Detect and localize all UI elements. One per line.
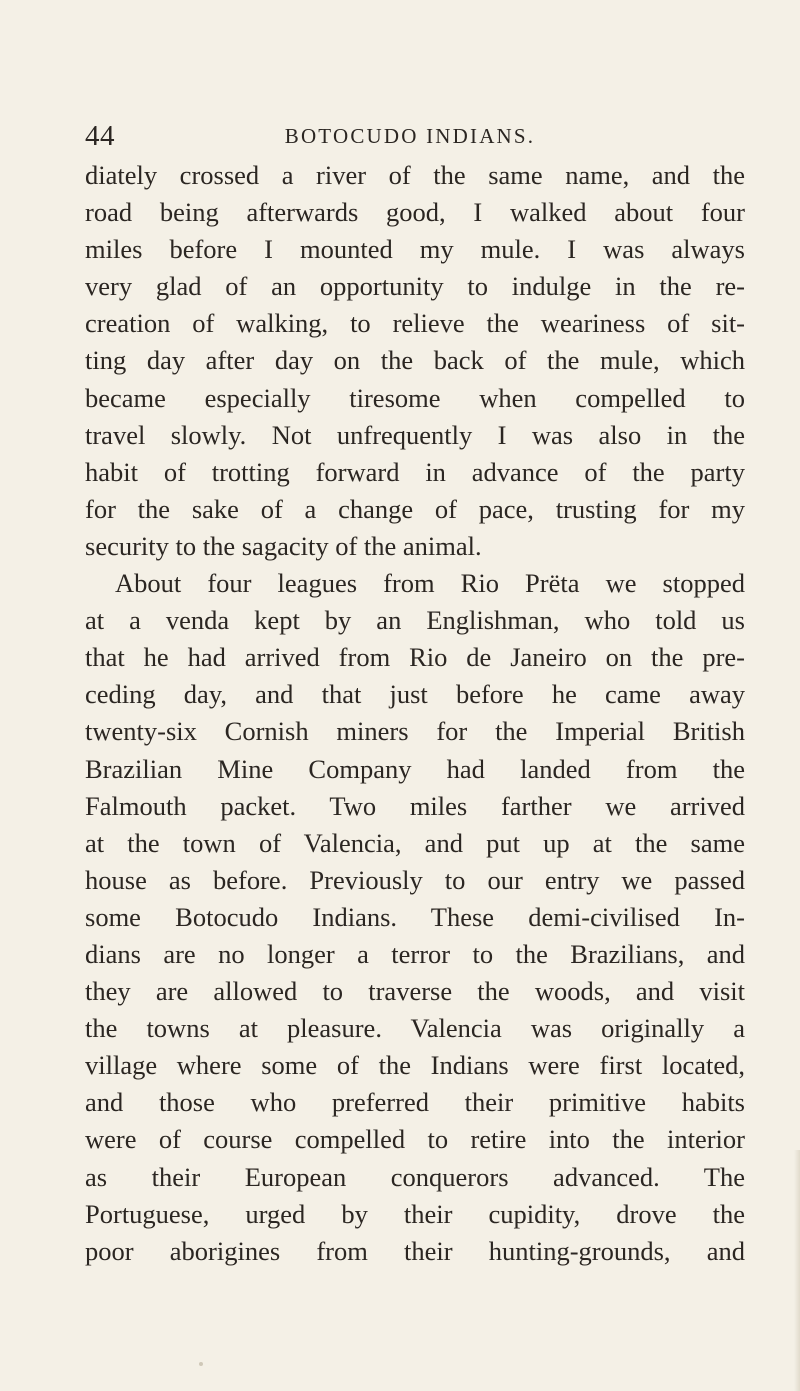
text-line: diately crossed a river of the same name, and the [85,160,745,190]
running-head [85,120,735,156]
page-number: 44 [85,120,115,152]
text-line: that he had arrived from Rio de Janeiro on the pre- [85,642,745,673]
text-line: and those who preferred their primitive habits [85,1087,745,1118]
text-line: village where some of the Indians were first located, [85,1050,745,1081]
text-line: Portuguese, urged by their cupidity, drove the [85,1198,745,1229]
text-line: road being afterwards good, I walked about four [85,197,745,228]
text-line: poor aborigines from their hunting-grounds, and [85,1235,745,1266]
text-line: became especially tiresome when compelled to [85,382,745,413]
text-line: at the town of Valencia, and put up at the same [85,827,745,858]
text-line-paragraph-start: About four leagues from Rio Prëta we stopped [115,568,745,599]
text-line: for the sake of a change of pace, trusting for my [85,493,745,524]
text-line: miles before I mounted my mule. I was always [85,234,745,265]
text-line: Brazilian Mine Company had landed from the [85,753,745,784]
text-line: twenty-six Cornish miners for the Imperial British [85,716,745,747]
text-line: ting day after day on the back of the mule, which [85,345,745,376]
text-line: at a venda kept by an Englishman, who told us [85,605,745,636]
text-line: house as before. Previously to our entry we passed [85,864,745,895]
text-line: ceding day, and that just before he came away [85,679,745,710]
text-line: Falmouth packet. Two miles farther we arrived [85,790,745,821]
text-line: dians are no longer a terror to the Brazilians, and [85,938,745,969]
text-line: the towns at pleasure. Valencia was originally a [85,1013,745,1044]
text-line: creation of walking, to relieve the weariness of sit- [85,308,745,339]
text-line: very glad of an opportunity to indulge in the re- [85,271,745,302]
text-line: some Botocudo Indians. These demi-civilised In- [85,901,745,932]
text-line: travel slowly. Not unfrequently I was also in the [85,419,745,450]
paper-speck [199,1362,203,1366]
page-edge-shadow [794,1150,800,1391]
text-line: as their European conquerors advanced. The [85,1161,745,1192]
body-text [85,157,745,1270]
text-line: habit of trotting forward in advance of the party [85,456,745,487]
running-title: BOTOCUDO INDIANS. [284,124,536,148]
text-line: they are allowed to traverse the woods, and visit [85,976,745,1007]
text-line: were of course compelled to retire into the interior [85,1124,745,1155]
text-line-paragraph-end: security to the sagacity of the animal. [85,530,482,561]
